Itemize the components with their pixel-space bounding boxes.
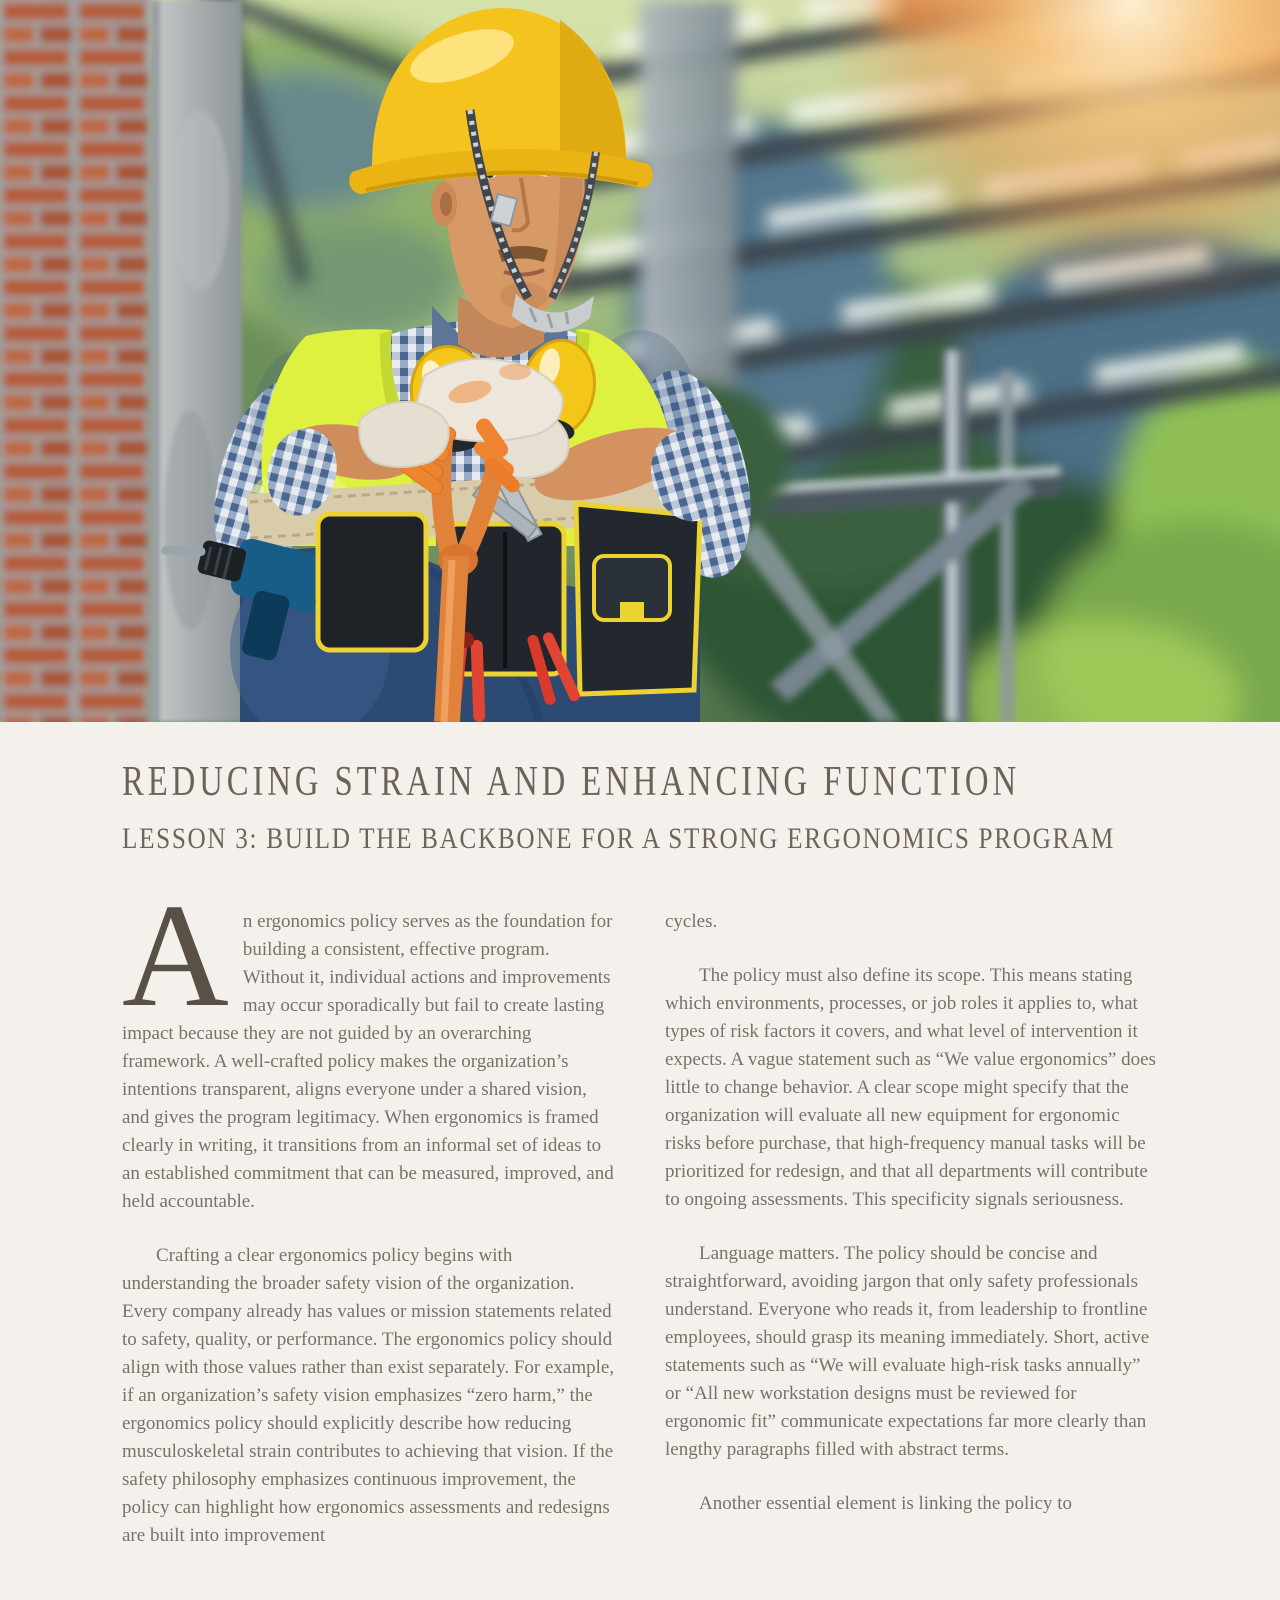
paragraph: Another essential element is linking the policy to: [699, 1493, 1073, 1514]
concrete-pillar: [150, 0, 242, 722]
paragraph-text: n ergonomics policy serves as the foundation for building a consistent, effective program. Without it, individual actions and improvements may occur sporadically but fail to create lasting impact because they are not guided by an overarching framework. A well-crafted policy makes the organization’s intentions transparent, aligns everyone under a shared vision, and gives the program legitimacy. When ergonomics is framed clearly in writing, it transitions from an informal set of ideas to an established commitment that can be measured, improved, and held accountable.: [122, 911, 614, 1212]
hero-photo: [0, 0, 1280, 722]
paragraph: Crafting a clear ergonomics policy begins with understanding the broader safety vision of the organization. Every company already has values or mission statements related to safety, quality, or performance. The ergonomics policy should align with those values rather than exist separately. For example, if an organization’s safety vision emphasizes “zero harm,” the ergonomics policy should explicitly describe how reducing musculoskeletal strain contributes to achieving that vision. If the safety philosophy emphasizes continuous improvement, the policy can highlight how ergonomics assessments and redesigns are built into improvement: [122, 1245, 615, 1546]
article-title: REDUCING STRAIN AND ENHANCING FUNCTION: [122, 759, 1021, 805]
paragraph: cycles.: [665, 911, 718, 932]
column-left: [122, 874, 615, 1576]
brick-wall: [0, 0, 152, 722]
paragraph: The policy must also define its scope. This means stating which environments, processes, or job roles it applies to, what types of risk factors it covers, and what level of intervention it expects. A vague statement such as “We value ergonomics” does little to change behavior. A clear scope might specify that the organization will evaluate all new equipment for ergonomic risks before purchase, that high-frequency manual tasks will be prioritized for redesign, and that all departments will contribute to ongoing assessments. This specificity signals seriousness.: [665, 965, 1156, 1210]
paragraph: [122, 874, 615, 1216]
drop-cap: A: [122, 874, 229, 1038]
article-columns: [122, 874, 1158, 1576]
column-right: [665, 908, 1158, 1576]
article-subtitle: LESSON 3: BUILD THE BACKBONE FOR A STRONG ERGONOMICS PROGRAM: [122, 822, 1115, 855]
paragraph: Language matters. The policy should be concise and straightforward, avoiding jargon that only safety professionals understand. Everyone who reads it, from leadership to frontline employees, should grasp its meaning immediately. Short, active statements such as “We will evaluate high-risk tasks annually” or “All new workstation designs must be reviewed for ergonomic fit” communicate expectations far more clearly than lengthy paragraphs filled with abstract terms.: [665, 1243, 1150, 1460]
article: [0, 722, 1280, 1576]
